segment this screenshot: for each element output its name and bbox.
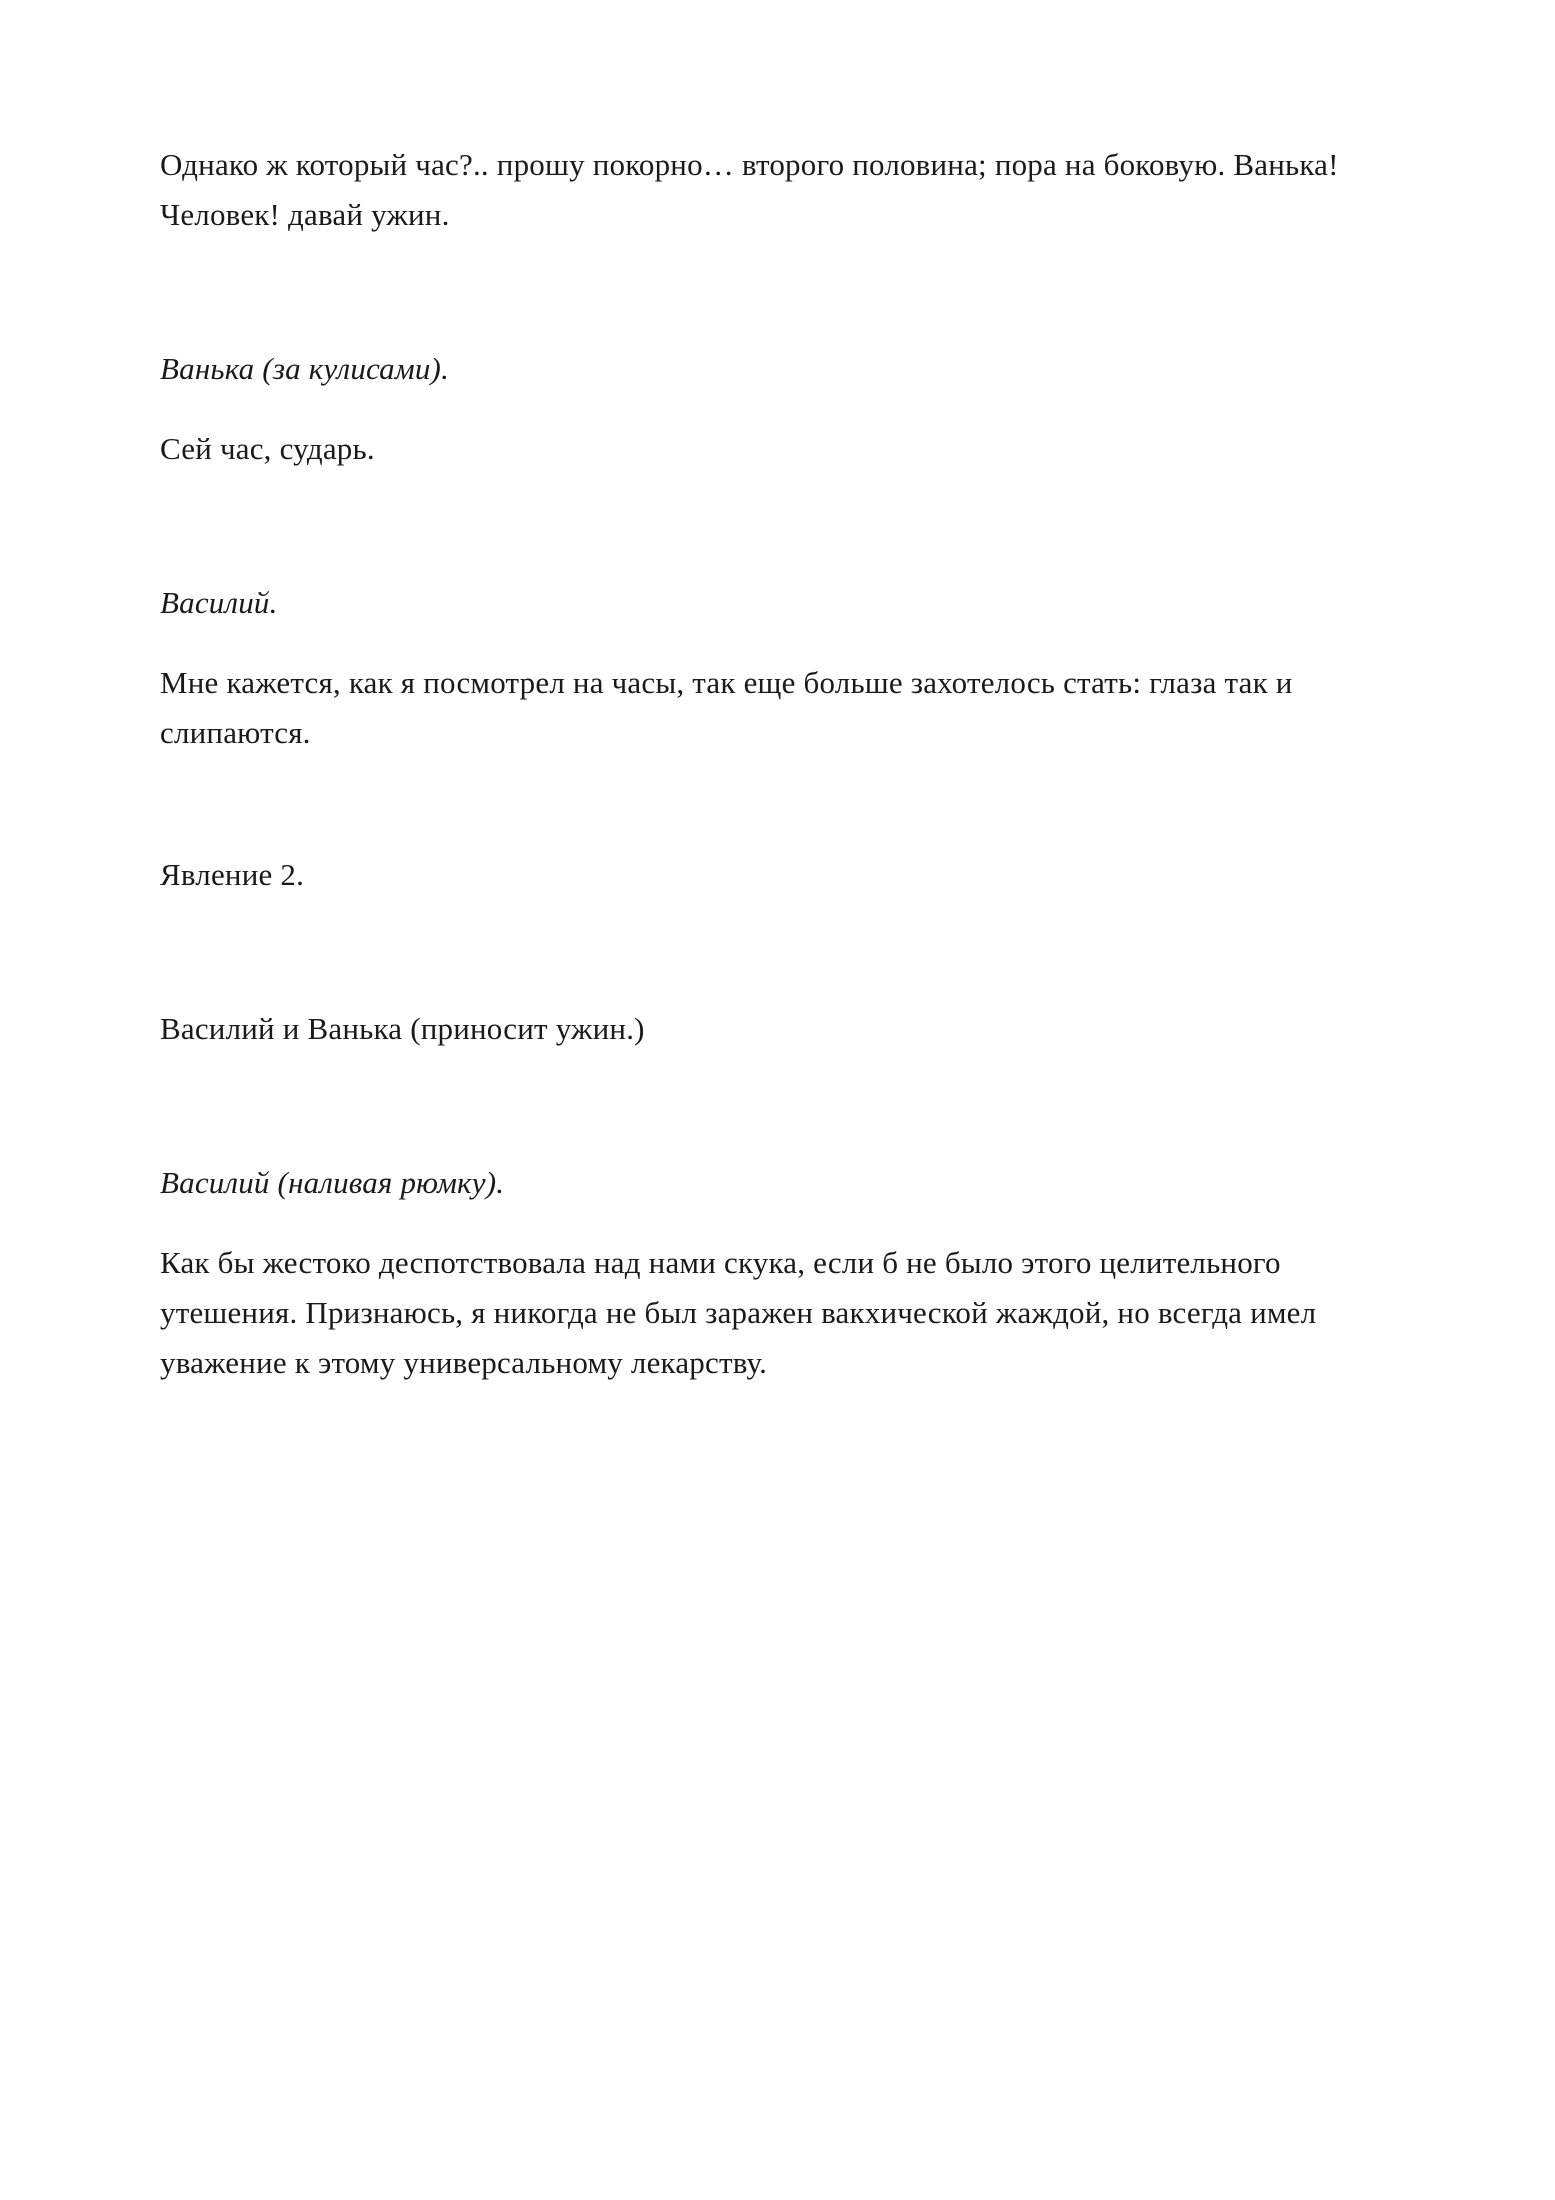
speech-line-vasily-boredom: Как бы жестоко деспотствовала над нами скука, если б не было этого целительного утешения. Признаюсь, я никогда не был заражен вакхической жаждой, но всегда имел уважение к этому универсальному лекарству.	[160, 1245, 1317, 1380]
speech-line-vanka: Сей час, судaрь.	[160, 431, 375, 466]
speaker-cue-vanka: Ванька (за кулисами).	[160, 351, 450, 386]
speaker-cue-vasily: Василий.	[160, 585, 278, 620]
cast-line: Василий и Ванька (приносит ужин.)	[160, 1011, 645, 1046]
speech-line-vasily-opening: Однако ж который час?.. прошу покорно… второго половина; пора на боковую. Ванька! Человек! давай ужин.	[160, 147, 1339, 232]
speaker-cue-vasily-pouring: Василий (наливая рюмку).	[160, 1165, 505, 1200]
scene-heading: Явление 2.	[160, 857, 305, 892]
speech-line-vasily-clock: Мне кажется, как я посмотрел на часы, так еще больше захотелось стать: глаза так и слипаются.	[160, 665, 1293, 750]
